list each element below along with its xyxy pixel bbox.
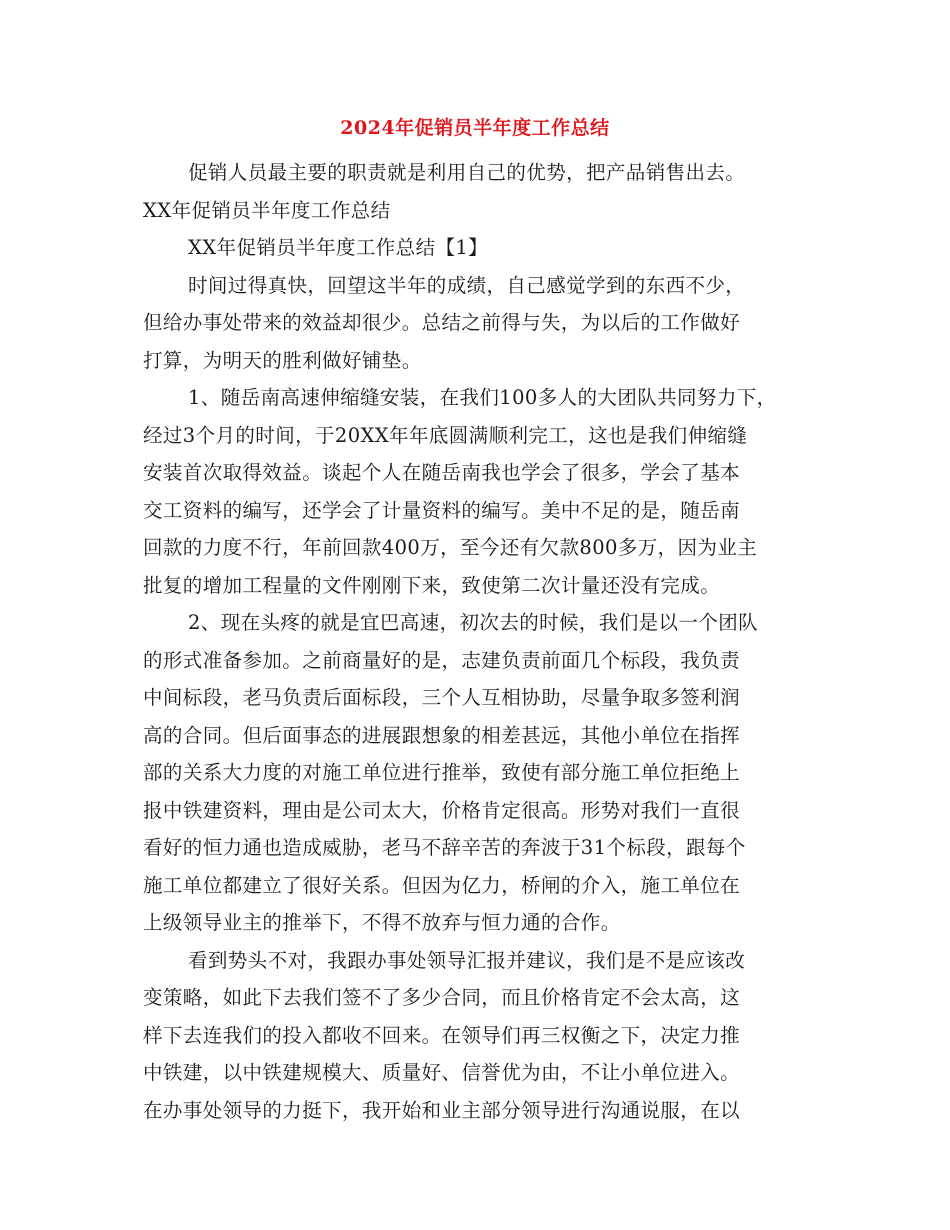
- paragraph-line: 时间过得真快，回望这半年的成绩，自己感觉学到的东西不少，: [188, 274, 746, 297]
- paragraph-line: 回款的力度不行，年前回款400万，至今还有欠款800多万，因为业主: [143, 536, 758, 559]
- paragraph-line: 高的合同。但后面事态的进展跟想象的相差甚远，其他小单位在指挥: [143, 724, 741, 747]
- paragraph-line: 施工单位都建立了很好关系。但因为亿力，桥闸的介入，施工单位在: [143, 874, 741, 897]
- document-title: 2024年促销员半年度工作总结: [340, 117, 610, 139]
- paragraph-line: 交工资料的编写，还学会了计量资料的编写。美中不足的是，随岳南: [143, 499, 741, 522]
- paragraph-line: 在办事处领导的力挺下，我开始和业主部分领导进行沟通说服，在以: [143, 1099, 741, 1122]
- paragraph-line: 但给办事处带来的效益却很少。总结之前得与失，为以后的工作做好: [143, 311, 741, 334]
- paragraph-line: 上级领导业主的推举下，不得不放弃与恒力通的合作。: [143, 911, 621, 934]
- paragraph-line: XX年促销员半年度工作总结【1】: [188, 236, 489, 259]
- paragraph-line: 部的关系大力度的对施工单位进行推举，致使有部分施工单位拒绝上: [143, 761, 741, 784]
- paragraph-line: 中铁建，以中铁建规模大、质量好、信誉优为由，不让小单位进入。: [143, 1061, 741, 1084]
- paragraph-line: 的形式准备参加。之前商量好的是，志建负责前面几个标段，我负责: [143, 649, 741, 672]
- paragraph-line: 打算，为明天的胜利做好铺垫。: [143, 349, 422, 372]
- paragraph-line: 报中铁建资料，理由是公司太大，价格肯定很高。形势对我们一直很: [143, 799, 741, 822]
- paragraph-line: 促销人员最主要的职责就是利用自己的优势，把产品销售出去。: [188, 161, 746, 184]
- paragraph-line: 看到势头不对，我跟办事处领导汇报并建议，我们是不是应该改: [188, 949, 746, 972]
- paragraph-line: 样下去连我们的投入都收不回来。在领导们再三权衡之下，决定力推: [143, 1024, 741, 1047]
- paragraph-line: 变策略，如此下去我们签不了多少合同，而且价格肯定不会太高，这: [143, 986, 741, 1009]
- paragraph-line: 经过3个月的时间，于20XX年年底圆满顺利完工，这也是我们伸缩缝: [143, 424, 748, 447]
- paragraph-line: 1、随岳南高速伸缩缝安装，在我们100多人的大团队共同努力下，: [188, 386, 777, 409]
- paragraph-line: 批复的增加工程量的文件刚刚下来，致使第二次计量还没有完成。: [143, 574, 721, 597]
- paragraph-line: 看好的恒力通也造成威胁，老马不辞辛苦的奔波于31个标段，跟每个: [143, 836, 746, 859]
- paragraph-line: 安装首次取得效益。谈起个人在随岳南我也学会了很多，学会了基本: [143, 461, 741, 484]
- paragraph-line: 中间标段，老马负责后面标段，三个人互相协助，尽量争取多签利润: [143, 686, 741, 709]
- paragraph-line: XX年促销员半年度工作总结: [143, 199, 391, 222]
- paragraph-line: 2、现在头疼的就是宜巴高速，初次去的时候，我们是以一个团队: [188, 611, 759, 634]
